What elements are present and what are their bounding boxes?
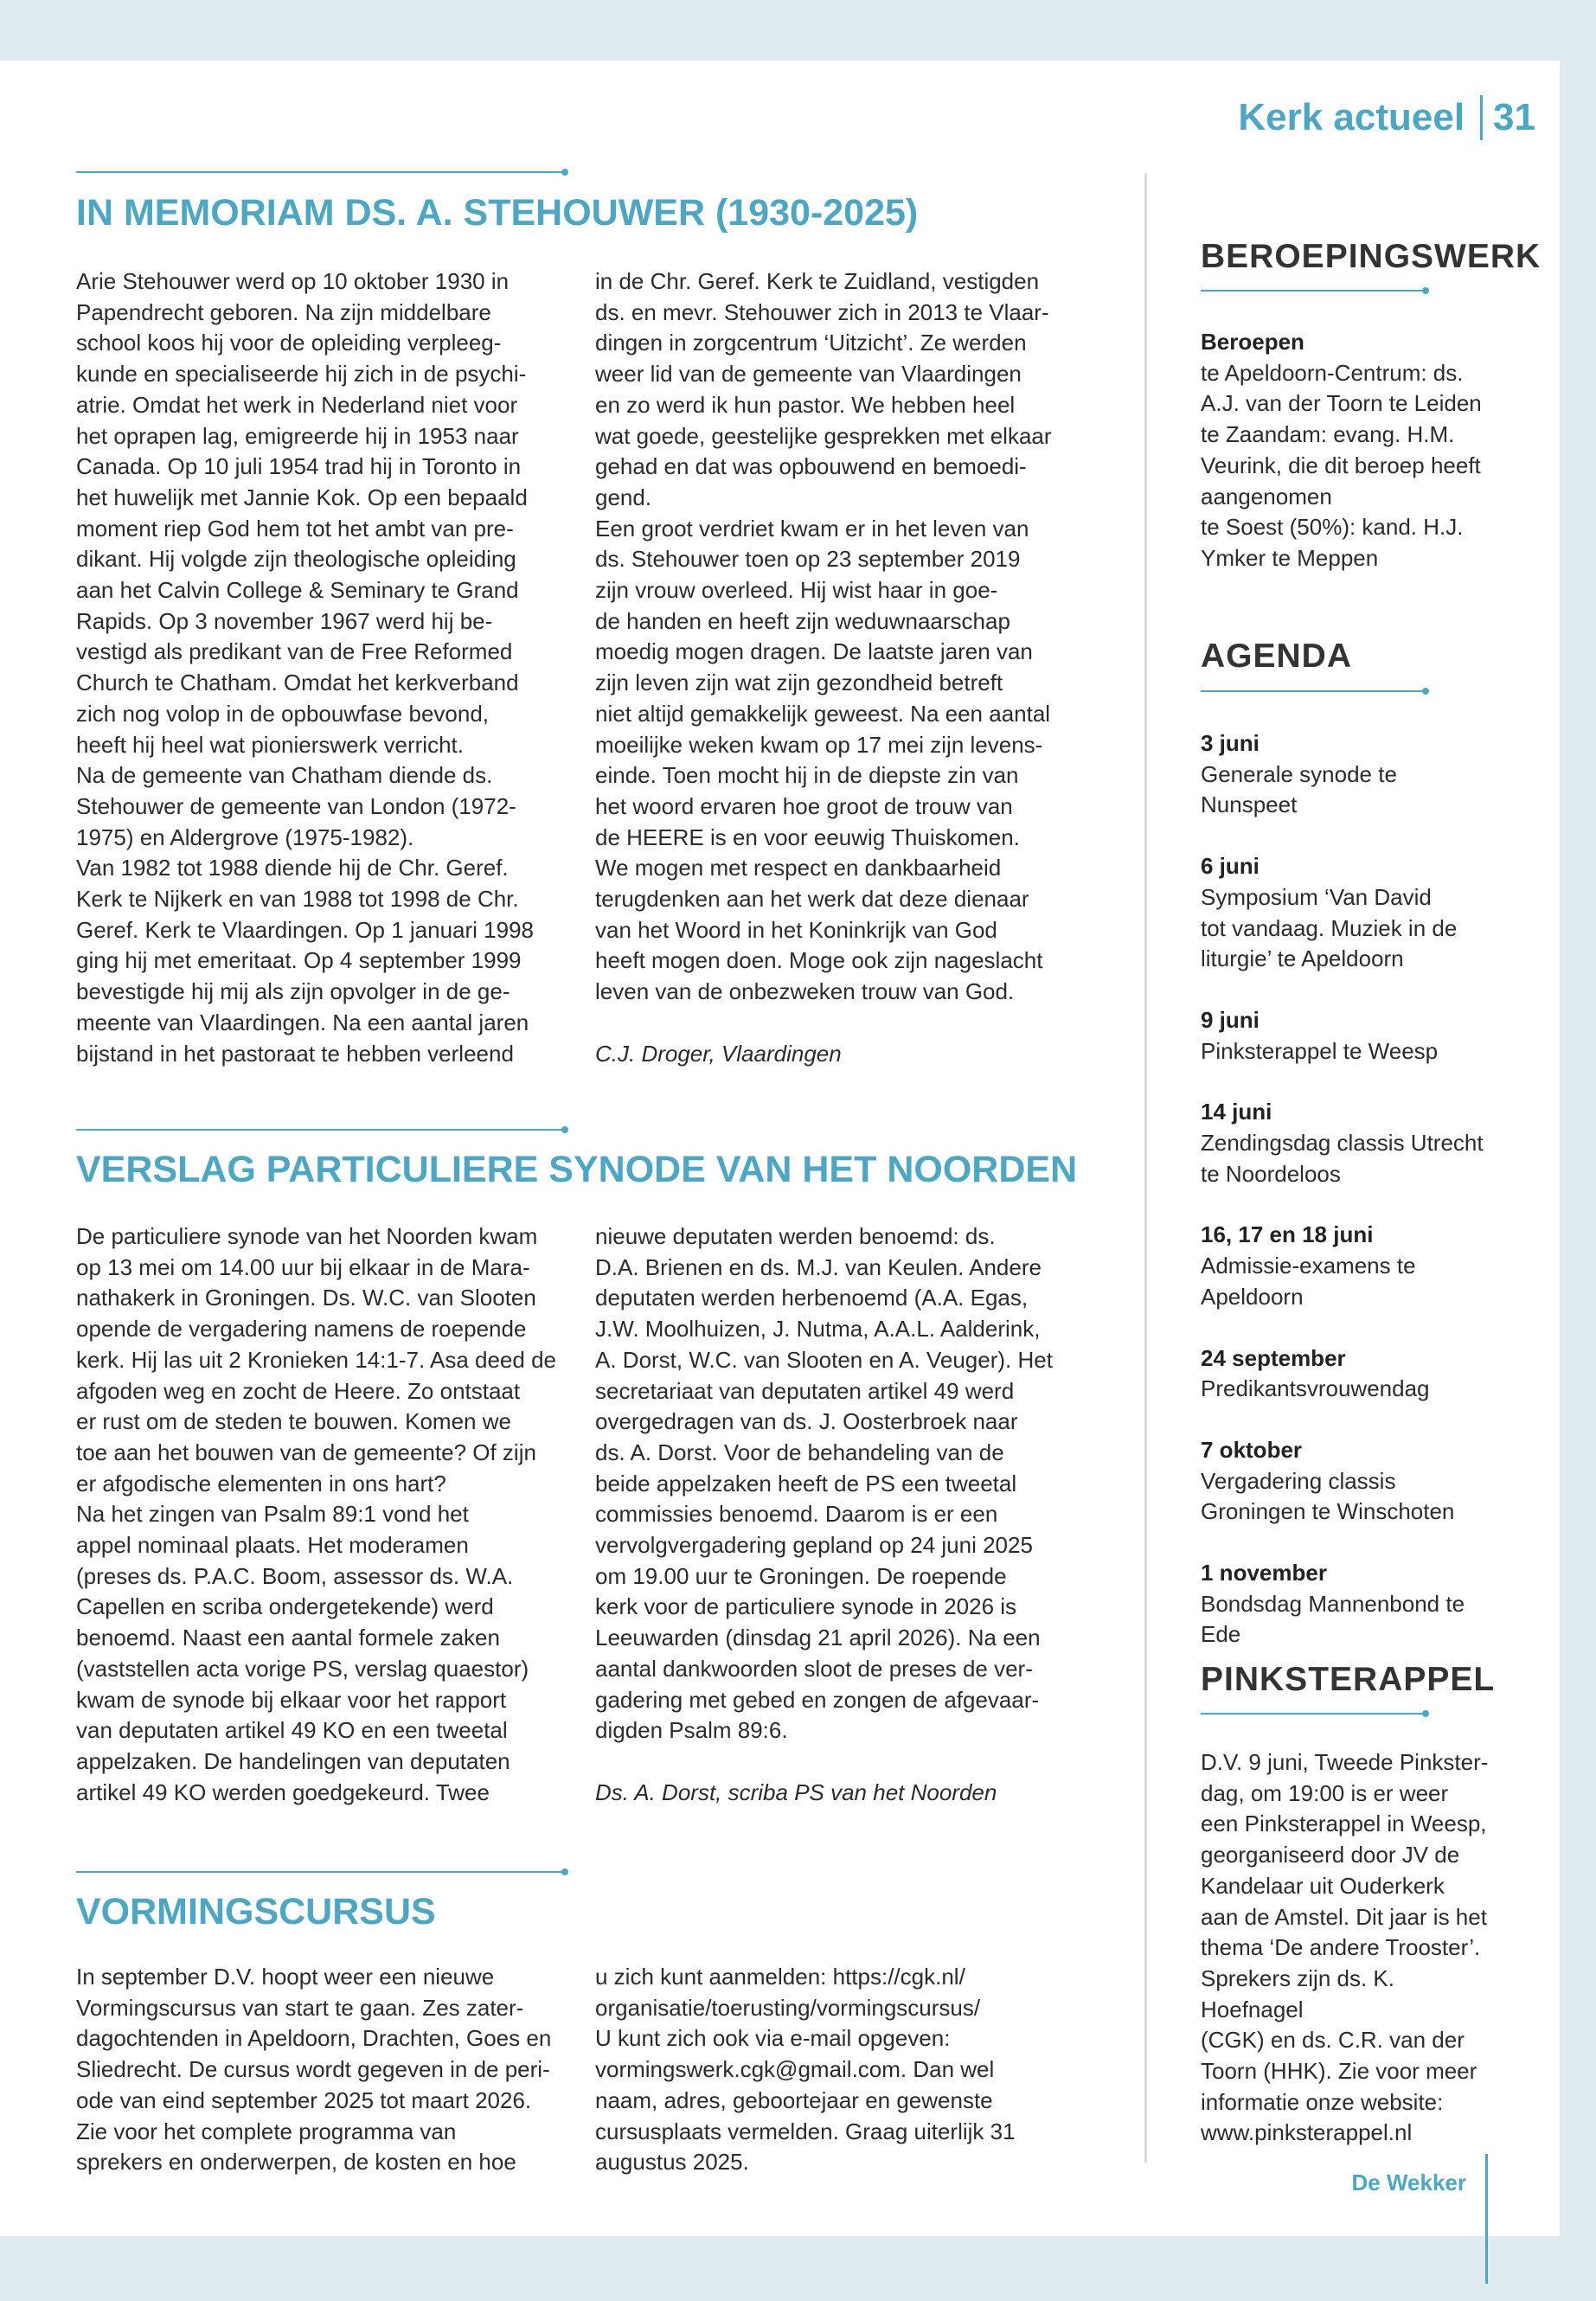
agenda-item <box>1201 1343 1495 1405</box>
column-divider <box>1144 173 1147 2163</box>
footer-line <box>1485 2154 1488 2284</box>
agenda-item <box>1201 728 1495 821</box>
beroeping-text: te Apeldoorn-Centrum: ds. A.J. van der Toorn te Leiden te Zaandam: evang. H.M. Veurink, die dit beroep heeft aangenomen te Soest (50%): kand. H.J. Ymker te Meppen <box>1201 359 1482 571</box>
agenda-text: Vergadering classis Groningen te Winschoten <box>1201 1467 1455 1525</box>
sidebar-title-beroeping: BEROEPINGSWERK <box>1201 238 1542 275</box>
agenda-text: Symposium ‘Van David tot vandaag. Muziek in de liturgie’ te Apeldoorn <box>1201 883 1458 972</box>
pinkster-text: D.V. 9 juni, Tweede Pinkster- dag, om 19:00 is er weer een Pinksterappel in Weesp, georganiseerd door JV de Kandelaar uit Ouderkerk aan de Amstel. Dit jaar is het thema ‘De andere Trooster’. Sprekers zijn ds. K. Hoefnagel (CGK) en ds. C.R. van der Toorn (HHK). Zie voor meer informatie onze website: www.pinksterappel.nl <box>1201 1749 1489 2146</box>
article-rule <box>76 171 565 173</box>
synode-signature: Ds. A. Dorst, scriba PS van het Noorden <box>595 1779 997 1805</box>
article-title-synode: VERSLAG PARTICULIERE SYNODE VAN HET NOORDEN <box>76 1149 1078 1190</box>
agenda-date: 24 september <box>1201 1344 1346 1371</box>
synode-text-1: De particuliere synode van het Noorden kwam op 13 mei om 14.00 uur bij elkaar in de Mara- nathakerk in Groningen. Ds. W.C. van Slooten opende de vergadering namens de roepende kerk. Hij las uit 2 Kronieken 14:1-7. Asa deed de afgoden weg en zocht de Heere. Zo ontstaat er rust om de steden te bouwen. Komen we toe aan het bouwen van de gemeente? Of zijn er afgodische elementen in ons hart? Na het zingen van Psalm 89:1 vond het appel nominaal plaats. Het moderamen (preses ds. P.A.C. Boom, assessor ds. W.A. Capellen en scriba ondergetekende) werd benoemd. Naast een aantal formele zaken (vaststellen acta vorige PS, verslag quaestor) kwam de synode bij elkaar voor het rapport van deputaten artikel 49 KO en een tweetal appelzaken. De handelingen van deputaten artikel 49 KO werden goedgekeurd. Twee <box>76 1223 556 1805</box>
agenda-text: Predikantsvrouwendag <box>1201 1375 1430 1402</box>
running-header <box>1238 95 1535 140</box>
vorming-column-1 <box>76 1962 569 2178</box>
sidebar-beroeping <box>1201 238 1542 276</box>
agenda-date: 3 juni <box>1201 730 1259 756</box>
article-rule <box>76 1129 565 1131</box>
sidebar-rule <box>1201 1713 1426 1715</box>
synode-column-1 <box>76 1221 569 1808</box>
agenda-date: 14 juni <box>1201 1099 1272 1125</box>
article-title-vorming: VORMINGSCURSUS <box>76 1891 436 1932</box>
beroeping-subhead: Beroepen <box>1201 329 1304 355</box>
agenda-text: Generale synode te Nunspeet <box>1201 760 1397 818</box>
publication-name: De Wekker <box>1351 2170 1466 2195</box>
sidebar-agenda <box>1201 638 1495 676</box>
agenda-date: 16, 17 en 18 juni <box>1201 1221 1374 1248</box>
agenda-item <box>1201 1435 1495 1528</box>
agenda-date: 9 juni <box>1201 1006 1259 1033</box>
sidebar-rule <box>1201 290 1426 292</box>
synode-column-2 <box>595 1221 1088 1809</box>
agenda-list <box>1201 728 1495 1681</box>
memoriam-column-2 <box>595 266 1088 1070</box>
sidebar-beroeping-body <box>1201 327 1495 574</box>
vorming-text-2: u zich kunt aanmelden: https://cgk.nl/ organisatie/toerusting/vormingscursus/ U kunt zich ook via e-mail opgeven: vormingswerk.cgk@gmail.com. Dan wel naam, adres, geboortejaar en gewenste cursusplaats vermelden. Graag uiterlijk 31 augustus 2025. <box>595 1964 1016 2176</box>
article-title-memoriam: IN MEMORIAM DS. A. STEHOUWER (1930-2025) <box>76 192 919 234</box>
sidebar-title-pinkster: PINKSTERAPPEL <box>1201 1661 1496 1698</box>
sidebar-pinkster-body <box>1201 1747 1495 2149</box>
article-rule <box>76 1871 565 1873</box>
agenda-date: 1 november <box>1201 1560 1327 1586</box>
agenda-item <box>1201 1005 1495 1067</box>
memoriam-signature: C.J. Droger, Vlaardingen <box>595 1040 842 1067</box>
sidebar-title-agenda: AGENDA <box>1201 638 1353 675</box>
agenda-date: 7 oktober <box>1201 1436 1303 1463</box>
memoriam-column-1 <box>76 266 569 1069</box>
agenda-text: Pinksterappel te Weesp <box>1201 1037 1439 1064</box>
agenda-text: Bondsdag Mannenbond te Ede <box>1201 1590 1465 1648</box>
sidebar-rule <box>1201 690 1426 692</box>
sidebar-pinkster <box>1201 1661 1495 1699</box>
agenda-item <box>1201 1220 1495 1312</box>
agenda-text: Admissie-examens te Apeldoorn <box>1201 1253 1416 1310</box>
agenda-text: Zendingsdag classis Utrecht te Noordeloos <box>1201 1130 1484 1187</box>
header-divider <box>1480 95 1483 140</box>
vorming-column-2 <box>595 1962 1088 2178</box>
page-number: 31 <box>1493 96 1535 138</box>
vorming-text-1: In september D.V. hoopt weer een nieuwe Vormingscursus van start te gaan. Zes zater- dagochtenden in Apeldoorn, Drachten, Goes en Sliedrecht. De cursus wordt gegeven in de peri- ode van eind september 2025 tot maart 2026. Zie voor het complete programma van sprekers en onderwerpen, de kosten en hoe <box>76 1964 552 2176</box>
agenda-date: 6 juni <box>1201 853 1259 880</box>
memoriam-text-2: in de Chr. Geref. Kerk te Zuidland, vestigden ds. en mevr. Stehouwer zich in 2013 te Vlaar- dingen in zorgcentrum ‘Uitzicht’. Ze werden weer lid van de gemeente van Vlaardingen en zo werd ik hun pastor. We hebben heel wat goede, geestelijke gesprekken met elkaar gehad en dat was opbouwend en bemoedi- gend. Een groot verdriet kwam er in het leven van ds. Stehouwer toen op 23 september 2019 zijn vrouw overleed. Hij wist haar in goe- de handen en heeft zijn weduwnaarschap moedig mogen dragen. De laatste jaren van zijn leven zijn wat zijn gezondheid betreft niet altijd gemakkelijk geweest. Na een aantal moeilijke weken kwam op 17 mei zijn levens- einde. Toen mocht hij in de diepste zin van het woord ervaren hoe groot de trouw van de HEERE is en voor eeuwig Thuiskomen. We mogen met respect en dankbaarheid terugdenken aan het werk dat deze dienaar van het Woord in het Koninkrijk van God heeft mogen doen. Moge ook zijn nageslacht leven van de onbezweken trouw van God. <box>595 268 1052 1005</box>
agenda-item <box>1201 1097 1495 1189</box>
synode-text-2: nieuwe deputaten werden benoemd: ds. D.A. Brienen en ds. M.J. van Keulen. Andere deputaten werden herbenoemd (A.A. Egas, J.W. Moolhuizen, J. Nutma, A.A.L. Aalderink, A. Dorst, W.C. van Slooten en A. Veuger). Het secretariaat van deputaten artikel 49 werd overgedragen van ds. J. Oosterbroek naar ds. A. Dorst. Voor de behandeling van de beide appelzaken heeft de PS een tweetal commissies benoemd. Daarom is er een vervolgvergadering gepland op 24 juni 2025 om 19.00 uur te Groningen. De roepende kerk voor de particuliere synode in 2026 is Leeuwarden (dinsdag 21 april 2026). Na een aantal dankwoorden sloot de preses de ver- gadering met gebed en zongen de afgevaar- digden Psalm 89:6. <box>595 1223 1053 1744</box>
section-title: Kerk actueel <box>1238 96 1465 138</box>
memoriam-text-1: Arie Stehouwer werd op 10 oktober 1930 in Papendrecht geboren. Na zijn middelbare school koos hij voor de opleiding verpleeg- kunde en specialiseerde hij zich in de psychi- atrie. Omdat het werk in Nederland niet voor het oprapen lag, emigreerde hij in 1953 naar Canada. Op 10 juli 1954 trad hij in Toronto in het huwelijk met Jannie Kok. Op een bepaald moment riep God hem tot het ambt van pre- dikant. Hij volgde zijn theologische opleiding aan het Calvin College & Seminary te Grand Rapids. Op 3 november 1967 werd hij be- vestigd als predikant van de Free Reformed Church te Chatham. Omdat het kerkverband zich nog volop in de opbouwfase bevond, heeft hij heel wat pionierswerk verricht. Na de gemeente van Chatham diende ds. Stehouwer de gemeente van London (1972- 1975) en Aldergrove (1975-1982). Van 1982 tot 1988 diende hij de Chr. Geref. Kerk te Nijkerk en van 1988 tot 1998 de Chr. Geref. Kerk te Vlaardingen. Op 1 januari 1998 ging hij met emeritaat. Op 4 september 1999 bevestigde hij mij als zijn opvolger in de ge- meente van Vlaardingen. Na een aantal jaren bijstand in het pastoraat te hebben verleend <box>76 268 534 1067</box>
agenda-item <box>1201 851 1495 975</box>
agenda-item <box>1201 1558 1495 1650</box>
